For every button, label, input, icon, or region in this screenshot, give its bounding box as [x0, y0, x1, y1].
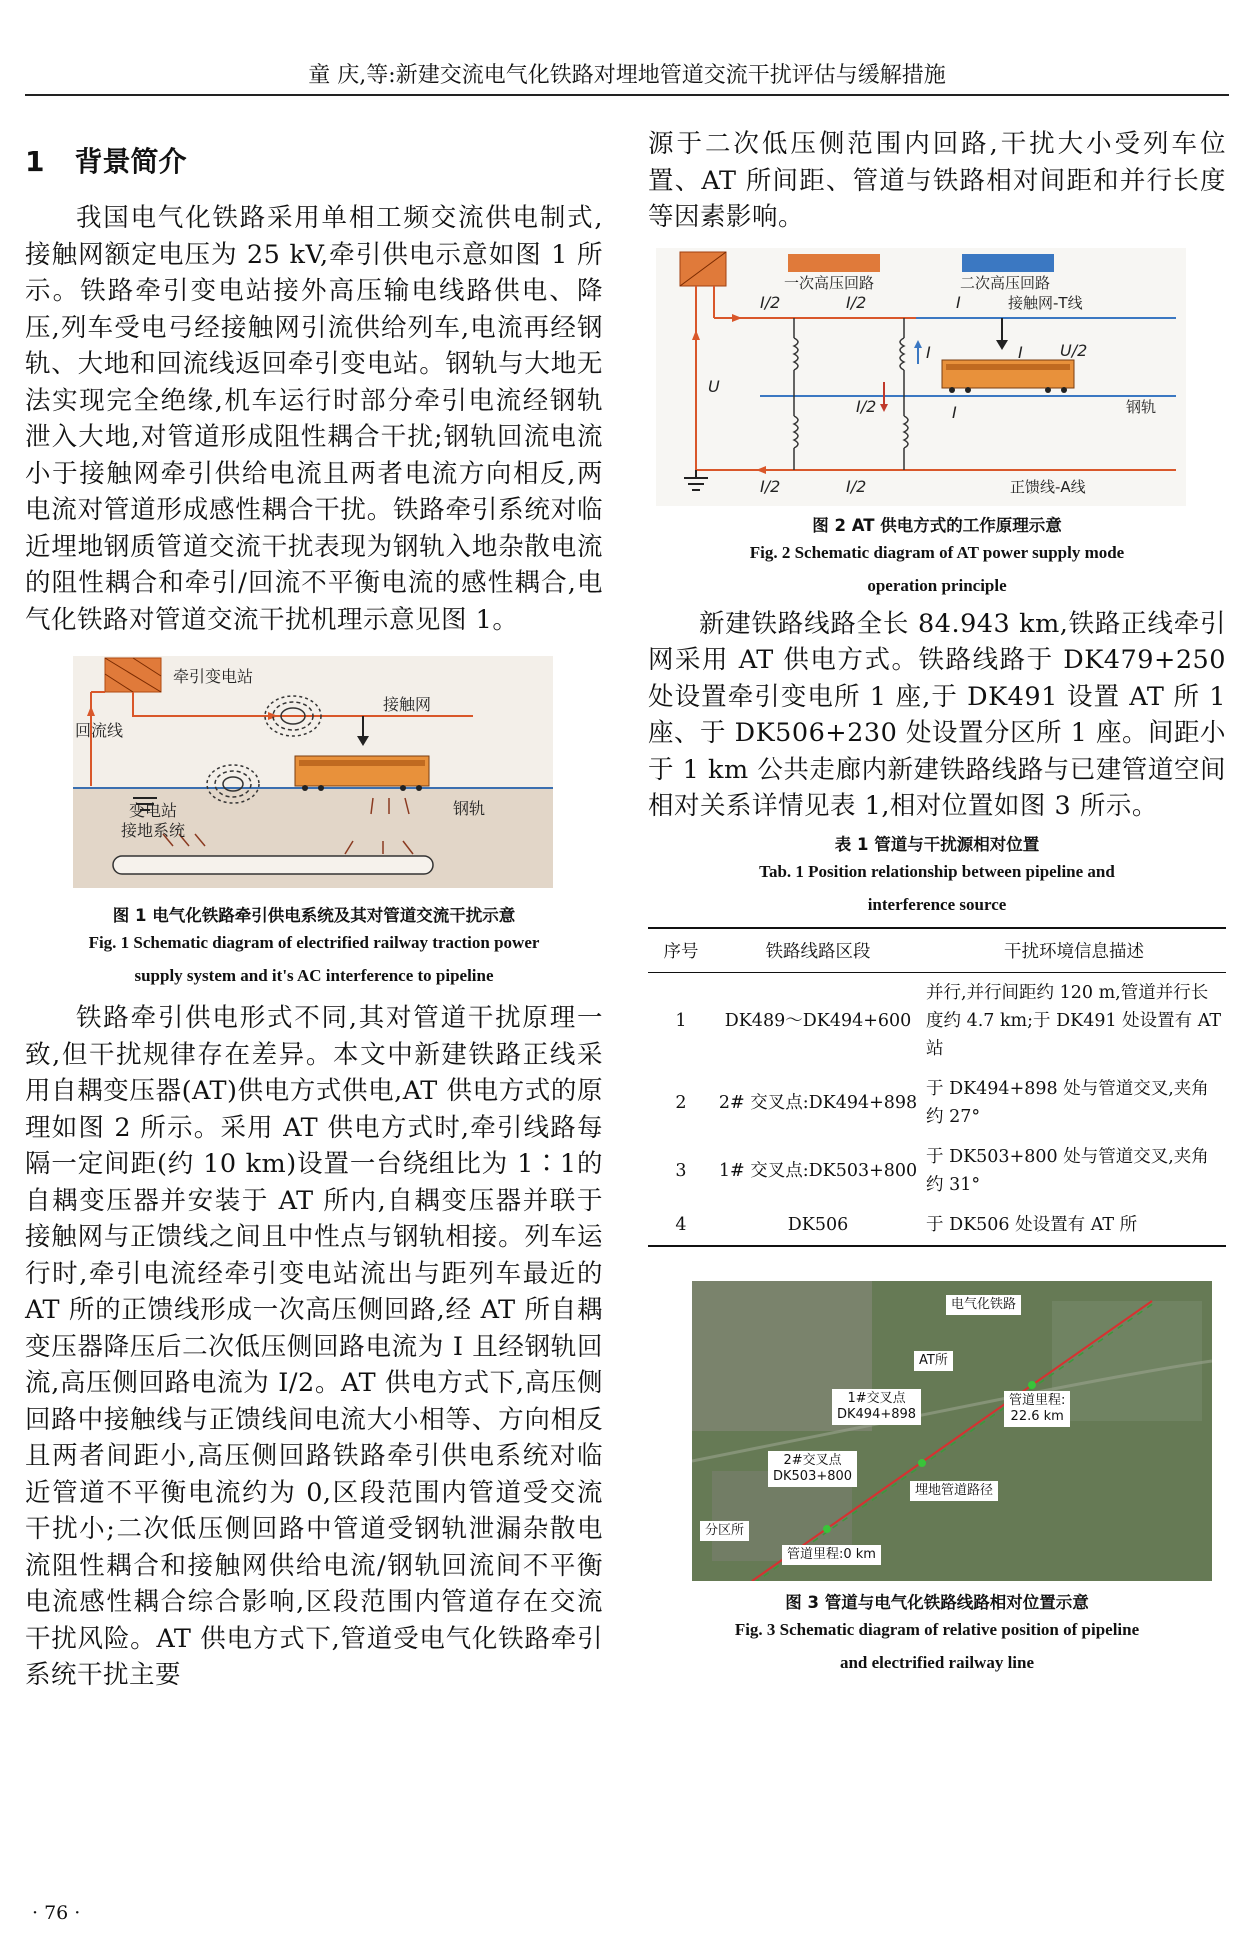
label-pipeline: 埋地管道路径	[910, 1481, 998, 1501]
figure-3-caption-cn: 图 3 管道与电气化铁路线路相对位置示意	[785, 1592, 1089, 1612]
label-i-half-5: I/2	[846, 476, 867, 496]
figure-2	[656, 248, 1186, 506]
label-i-half-1: I/2	[760, 292, 781, 312]
label-u-half: U/2	[1060, 340, 1088, 360]
figure-3-caption-en-1: Fig. 3 Schematic diagram of relative position of pipeline	[734, 1619, 1140, 1639]
at-principle-diagram	[656, 248, 1186, 506]
section-title: 背景简介	[74, 145, 187, 178]
section-heading	[25, 140, 603, 180]
table-row	[648, 1205, 1226, 1246]
legend-primary: 一次高压回路	[784, 273, 875, 292]
table-cell: DK506	[714, 1205, 922, 1246]
traction-diagram	[73, 656, 553, 888]
table-1-caption-cn: 表 1 管道与干扰源相对位置	[834, 834, 1040, 854]
paragraph: 铁路牵引供电形式不同,其对管道干扰原理一致,但干扰规律存在差异。本文中新建铁路正线采用自耦变压器(AT)供电方式供电,AT 供电方式的原理如图 2 所示。采用 AT 供电方式时,牵引线路每隔一定间距(约 10 km)设置一台绕组比为 1∶1的自耦变压器并安装于 AT 所内,自耦变压器并联于接触网与正馈线之间且中性点与钢轨相接。列车运行时,牵引电流经牵引变电站流出与距列车最近的 AT 所的正馈线形成一次高压侧回路,经 AT 所自耦变压器降压后二次低压侧回路电流为 I 且经钢轨回流,高压侧回路电流为 I/2。AT 供电方式下,高压侧回路中接触线与正馈线间电流大小相等、方向相反且两者间距小,高压侧回路铁路牵引供电系统对临近管道不平衡电流约为 0,区段范围内管道受交流干扰小;二次低压侧回路中管道受钢轨泄漏杂散电流阻性耦合和接触网供给电流/钢轨回流间不平衡电流感性耦合综合影响,区段范围内管道存在交流干扰风险。AT 供电方式下,管道受电气化铁路牵引系统干扰主要	[25, 1003, 603, 1690]
label-i-2: I	[926, 342, 931, 362]
figure-3-map	[692, 1281, 1212, 1581]
table-row	[648, 972, 1226, 1069]
paragraph-continued: 源于二次低压侧范围内回路,干扰大小受列车位置、AT 所间距、管道与铁路相对间距和并行长度等因素影响。	[648, 129, 1226, 232]
label-grounding-2: 接地系统	[121, 821, 186, 840]
label-i-4: I	[952, 402, 957, 422]
figure-2-caption-en-1: Fig. 2 Schematic diagram of AT power supply mode	[749, 542, 1125, 562]
label-catenary: 接触网	[383, 695, 432, 714]
table-row	[648, 1137, 1226, 1205]
label-mileage-start: 管道里程:0 km	[782, 1545, 881, 1565]
label-i-half-4: I/2	[760, 476, 781, 496]
table-header-row	[648, 928, 1226, 973]
paragraph: 我国电气化铁路采用单相工频交流供电制式,接触网额定电压为 25 kV,牵引供电示意如图 1 所示。铁路牵引变电站接外高压输电线路供电、降压,列车受电弓经接触网引流供给列车,电流再经钢轨、大地和回流线返回牵引变电站。钢轨与大地无法实现完全绝缘,机车运行时部分牵引电流经钢轨泄入大地,对管道形成阻性耦合干扰;钢轨回流电流小于接触网牵引供给电流且两者电流方向相反,两电流对管道形成感性耦合干扰。铁路牵引系统对临近埋地钢质管道交流干扰表现为钢轨入地杂散电流的阻性耦合和牵引/回流不平衡电流的感性耦合,电气化铁路对管道交流干扰机理示意见图 1。	[25, 203, 603, 635]
table-header-cell: 铁路线路区段	[714, 928, 922, 973]
table-header-cell: 序号	[648, 928, 714, 973]
table-cell: 并行,并行间距约 120 m,管道并行长度约 4.7 km;于 DK491 处设置有 AT 站	[926, 982, 1222, 1059]
section-number: 1	[25, 145, 45, 178]
paragraph: 新建铁路线路全长 84.943 km,铁路正线牵引网采用 AT 供电方式。铁路线路于 DK479+250 处设置牵引变电所 1 座,于 DK491 设置 AT 所 1 座、于 DK506+230 处设置分区所 1 座。间距小于 1 km 公共走廊内新建铁路线路与已建管道空间相对关系详情见表 1,相对位置如图 3 所示。	[648, 608, 1226, 821]
table-header-cell: 干扰环境信息描述	[922, 928, 1226, 973]
table-row	[648, 1069, 1226, 1137]
label-return-line: 回流线	[75, 721, 124, 740]
figure-1-caption-cn: 图 1 电气化铁路牵引供电系统及其对管道交流干扰示意	[112, 906, 516, 925]
table-1	[648, 927, 1226, 1247]
label-t-line: 接触网-T线	[1008, 293, 1083, 312]
table-cell: 2# 交叉点:DK494+898	[718, 1092, 918, 1113]
label-crossing-1: 1#交叉点 DK494+898	[832, 1389, 921, 1425]
legend-secondary: 二次高压回路	[960, 273, 1051, 292]
label-a-line: 正馈线-A线	[1010, 477, 1086, 496]
figure-3-caption-en-2: and electrified railway line	[839, 1652, 1035, 1672]
table-cell: 1# 交叉点:DK503+800	[718, 1160, 918, 1181]
figure-2-caption-cn: 图 2 AT 供电方式的工作原理示意	[812, 515, 1062, 535]
figure-1	[73, 656, 553, 888]
label-rail: 钢轨	[453, 799, 486, 818]
label-rail: 钢轨	[1126, 397, 1157, 416]
label-railway: 电气化铁路	[946, 1295, 1021, 1315]
table-cell: 于 DK494+898 处与管道交叉,夹角约 27°	[926, 1078, 1209, 1127]
figure-1-caption-en-1: Fig. 1 Schematic diagram of electrified railway traction power	[88, 933, 540, 952]
label-partition: 分区所	[700, 1521, 749, 1541]
figure-1-caption-en-2: supply system and it's AC interference to pipeline	[134, 966, 494, 985]
label-i-3: I	[1018, 342, 1023, 362]
map-lines	[692, 1281, 1212, 1581]
figure-2-caption-en-2: operation principle	[867, 575, 1007, 595]
left-column	[25, 140, 603, 1694]
label-mileage-end: 管道里程: 22.6 km	[1004, 1391, 1070, 1427]
label-i-half-3: I/2	[856, 396, 877, 416]
label-i-1: I	[956, 292, 961, 312]
table-cell: 4	[648, 1205, 714, 1246]
table-cell: 于 DK503+800 处与管道交叉,夹角约 31°	[926, 1146, 1209, 1195]
label-grounding-1: 变电站	[129, 801, 178, 820]
label-substation: 牵引变电站	[173, 667, 254, 686]
table-cell: 3	[675, 1160, 687, 1181]
label-i-half-2: I/2	[846, 292, 867, 312]
page-number: · 76 ·	[32, 1902, 81, 1924]
label-at-station: AT所	[914, 1351, 953, 1371]
table-1-caption-en-2: interference source	[867, 894, 1007, 914]
label-u: U	[708, 376, 720, 396]
table-cell: 1	[675, 1010, 687, 1031]
table-1-caption-en-1: Tab. 1 Position relationship between pipeline and	[759, 861, 1115, 881]
table-cell: DK489～DK494+600	[724, 1010, 912, 1031]
table-cell: 2	[675, 1092, 687, 1113]
table-cell: 于 DK506 处设置有 AT 所	[922, 1205, 1226, 1246]
label-crossing-2: 2#交叉点 DK503+800	[768, 1451, 857, 1487]
running-header: 童 庆,等:新建交流电气化铁路对埋地管道交流干扰评估与缓解措施	[25, 58, 1229, 96]
right-column	[648, 126, 1226, 1679]
